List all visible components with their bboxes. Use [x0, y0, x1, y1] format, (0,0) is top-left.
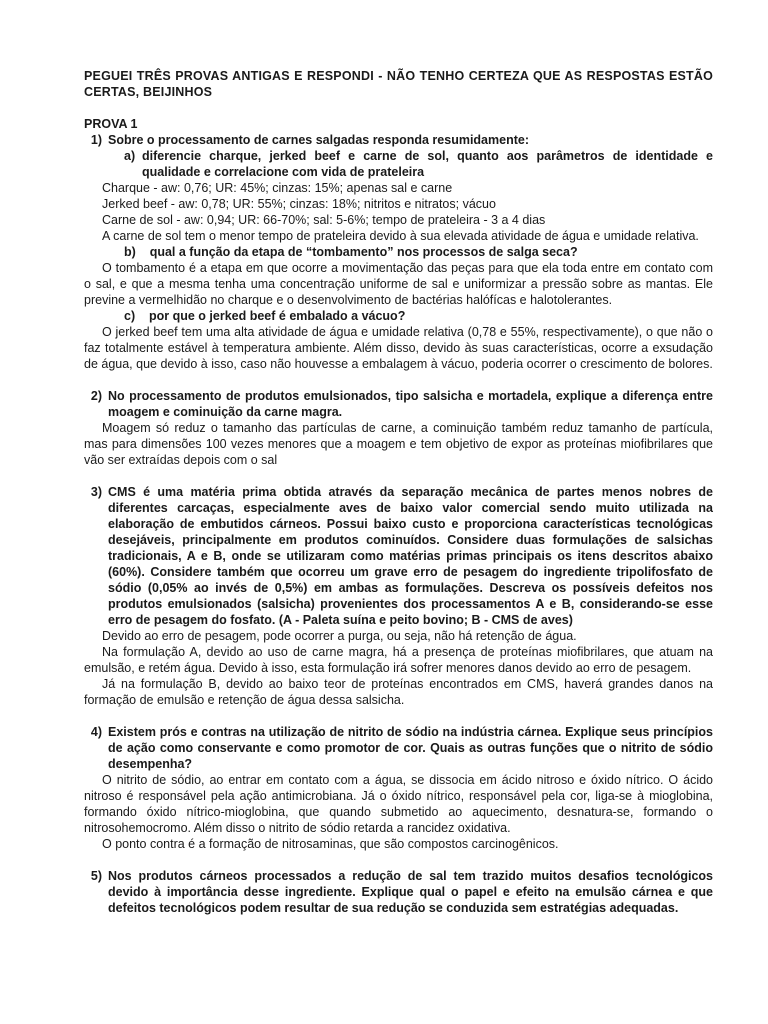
question-text: Nos produtos cárneos processados a redução de sal tem trazido muitos desafios tecnológicos devido à importância desse ingrediente. Explique qual o papel e efeito na emulsão cárnea e que defeitos tecnológicos podem resultar de sua redução se conduzida sem estratégias adequadas.: [108, 869, 713, 915]
question-3: [84, 484, 713, 628]
answer-paragraph: Devido ao erro de pesagem, pode ocorrer a purga, ou seja, não há retenção de água.: [102, 629, 577, 643]
answer-paragraph: A carne de sol tem o menor tempo de prateleira devido à sua elevada atividade de água e umidade relativa.: [102, 229, 699, 243]
subquestion-text: diferencie charque, jerked beef e carne de sol, quanto aos parâmetros de identidade e qualidade e correlacione com vida de prateleira: [142, 149, 713, 179]
question-text: CMS é uma matéria prima obtida através da separação mecânica de partes menos nobres de diferentes carcaças, especialmente aves de baixo valor comercial sendo muito utilizada na elaboração de embutidos cárneos. Possui baixo custo e proporciona características tecnológicas desejáveis, principalmente em produtos cominuídos. Considere duas formulações de salsichas tradicionais, A e B, onde se utilizaram como matérias primas principais os itens descritos abaixo (60%). Considere também que ocorreu um grave erro de pesagem do ingrediente tripolifosfato de sódio (0,05% ao invés de 0,5%) em ambas as formulações. Descreva os possíveis defeitos nos produtos emulsionados (salsicha) provenientes dos processamentos A e B, considerando-se esse erro de pesagem do fosfato. (A - Paleta suína e peito bovino; B - CMS de aves): [108, 485, 713, 627]
question-2: [84, 388, 713, 420]
question-number: 2): [90, 389, 102, 403]
answer-line: Carne de sol - aw: 0,94; UR: 66-70%; sal: 5-6%; tempo de prateleira - 3 a 4 dias: [102, 213, 546, 227]
subquestion-c: c) por que o jerked beef é embalado a vácuo?: [124, 309, 406, 323]
question-number: 1): [90, 133, 102, 147]
subquestion-a: [124, 148, 713, 180]
question-5: [84, 868, 713, 916]
question-1: [84, 132, 713, 148]
question-4: [84, 724, 713, 772]
answer-paragraph: O ponto contra é a formação de nitrosaminas, que são compostos carcinogênicos.: [102, 837, 559, 851]
question-number: 4): [90, 725, 102, 739]
section-heading-prova-1: PROVA 1: [84, 117, 138, 131]
question-text: Existem prós e contras na utilização de nitrito de sódio na indústria cárnea. Explique seus princípios de ação como conservante e como promotor de cor. Quais as outras funções que o nitrito de sódio desempenha?: [108, 725, 713, 771]
answer-paragraph: Já na formulação B, devido ao baixo teor de proteínas encontrados em CMS, haverá grandes danos na formação de emulsão e retenção de água dessa salsicha.: [84, 677, 713, 707]
answer-line: Charque - aw: 0,76; UR: 45%; cinzas: 15%; apenas sal e carne: [102, 181, 453, 195]
answer-line: Jerked beef - aw: 0,78; UR: 55%; cinzas: 18%; nitritos e nitratos; vácuo: [102, 197, 496, 211]
question-number: 5): [90, 869, 102, 883]
answer-paragraph: O nitrito de sódio, ao entrar em contato com a água, se dissocia em ácido nitroso e óxido nítrico. O ácido nitroso é responsável pela ação antimicrobiana. Já o óxido nítrico, responsável pela cor, liga-se à mioglobina, formando óxido nítrico-mioglobina, que quando submetido ao aquecimento, desnatura-se, formando o nitrosohemocromo. Além disso o nitrito de sódio retarda a rancidez oxidativa.: [84, 773, 713, 835]
document-title: PEGUEI TRÊS PROVAS ANTIGAS E RESPONDI - NÃO TENHO CERTEZA QUE AS RESPOSTAS ESTÃO CERTAS, BEIJINHOS: [84, 69, 713, 99]
answer-paragraph: O jerked beef tem uma alta atividade de água e umidade relativa (0,78 e 55%, respectivamente), o que não o faz totalmente estável à temperatura ambiente. Além disso, devido às suas características, ocorre a exsudação de água, que devido à isso, caso não houvesse a embalagem à vácuo, poderia ocorrer o crescimento de bolores.: [84, 325, 713, 371]
question-text: Sobre o processamento de carnes salgadas responda resumidamente:: [108, 133, 529, 147]
subquestion-letter: a): [124, 149, 136, 163]
subquestion-b: b) qual a função da etapa de “tombamento” nos processos de salga seca?: [124, 245, 578, 259]
answer-paragraph: O tombamento é a etapa em que ocorre a movimentação das peças para que ela toda entre em contato com o sal, e que a mesma tenha uma concentração uniforme de sal e uniformizar a pressão sobre as mantas. Ele previne a vermelhidão no charque e o desenvolvimento de bactérias halófícas e halotolerantes.: [84, 261, 713, 307]
answer-paragraph: Moagem só reduz o tamanho das partículas de carne, a cominuição também reduz tamanho de partícula, mas para dimensões 100 vezes menores que a moagem e tem objetivo de expor as proteínas miofibrilares que vão ser extraídas depois com o sal: [84, 421, 713, 467]
answer-paragraph: Na formulação A, devido ao uso de carne magra, há a presença de proteínas miofibrilares, que atuam na emulsão, e retém água. Devido à isso, esta formulação irá sofrer menores danos devido ao erro de pesagem.: [84, 645, 713, 675]
question-text: No processamento de produtos emulsionados, tipo salsicha e mortadela, explique a diferença entre moagem e cominuição da carne magra.: [108, 389, 713, 419]
question-number: 3): [90, 485, 102, 499]
